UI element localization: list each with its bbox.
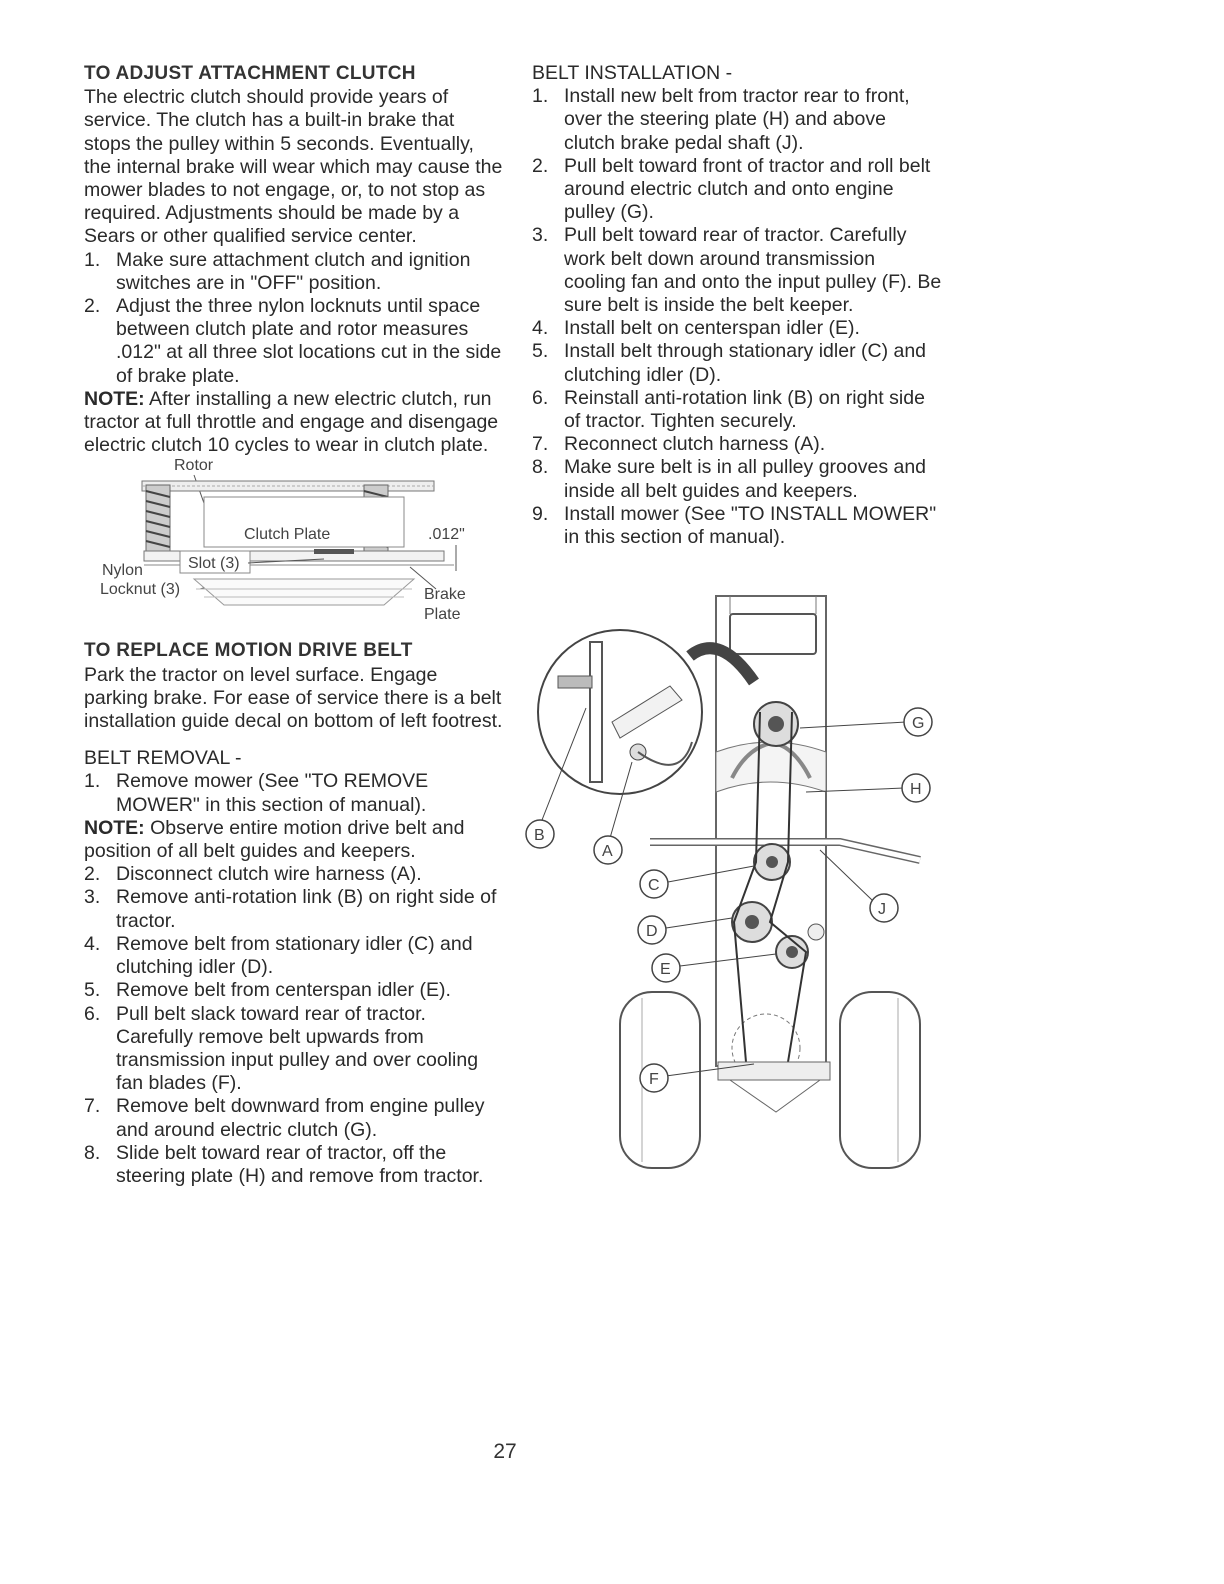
- plate-label: Plate: [424, 606, 461, 624]
- svg-text:J: J: [878, 901, 886, 918]
- locknut-label: Locknut (3): [100, 581, 181, 599]
- installation-heading: BELT INSTALLATION -: [532, 62, 733, 84]
- clutch-intro: The electric clutch should provide years of service. The clutch has a built-in brake that stops the pulley within 5 seconds. Eventually, the internal brake will wear which may cause the mower blades to not engage, or, to not stop as required. Adjustments should be made by a Sears or other qualified service center.: [84, 86, 503, 248]
- rotor-label: Rotor: [174, 457, 214, 475]
- removal-steps: [84, 863, 504, 1188]
- list-item: 1. Make sure attachment clutch and ignition switches are in "OFF" position.: [84, 248, 471, 294]
- belt-routing-diagram: [520, 592, 950, 1176]
- installation-steps: [532, 85, 942, 549]
- list-item: 7. Remove belt downward from engine pulley and around electric clutch (G).: [84, 1095, 485, 1141]
- slot-label: Slot (3): [188, 555, 240, 573]
- list-item: 2. Adjust the three nylon locknuts until space between clutch plate and rotor measures .012" at all three slot locations cut in the side of brake plate.: [84, 295, 502, 387]
- clutch-diagram: [84, 457, 504, 633]
- clutch-heading: TO ADJUST ATTACHMENT CLUTCH: [84, 63, 416, 84]
- list-item: 5. Install belt through stationary idler (C) and clutching idler (D).: [532, 340, 927, 386]
- removal-step-1: [84, 770, 504, 816]
- svg-text:C: C: [648, 877, 660, 894]
- list-item: 3. Pull belt toward rear of tractor. Carefully work belt down around transmission cooling fan and onto the input pulley (F). Be sure belt is inside the belt keeper.: [532, 224, 942, 317]
- svg-text:F: F: [649, 1071, 659, 1088]
- belt-note: NOTE: Observe entire motion drive belt and position of all belt guides and keepers.: [84, 816, 465, 863]
- list-item: 5. Remove belt from centerspan idler (E).: [84, 979, 451, 1002]
- clutch-plate-label: Clutch Plate: [244, 526, 331, 544]
- list-item: 7. Reconnect clutch harness (A).: [532, 433, 826, 456]
- clutch-note: NOTE: After installing a new electric clutch, run tractor at full throttle and engage and disengage electric clutch 10 cycles to wear in clutch plate.: [84, 387, 499, 457]
- brake-label: Brake: [424, 586, 466, 604]
- right-column: [532, 62, 942, 549]
- list-item: 9. Install mower (See "TO INSTALL MOWER" in this section of manual).: [532, 502, 937, 549]
- svg-text:H: H: [910, 781, 922, 798]
- svg-text:A: A: [602, 843, 613, 860]
- svg-text:D: D: [646, 923, 658, 940]
- nylon-label: Nylon: [102, 562, 143, 580]
- belt-intro: Park the tractor on level surface. Engage parking brake. For ease of service there is a belt installation guide decal on bottom of left footrest.: [84, 663, 503, 733]
- left-column: [84, 62, 504, 1188]
- list-item: 4. Install belt on centerspan idler (E).: [532, 317, 860, 340]
- list-item: 1. Install new belt from tractor rear to front, over the steering plate (H) and above clutch brake pedal shaft (J).: [532, 85, 910, 154]
- list-item: 6. Reinstall anti-rotation link (B) on right side of tractor. Tighten securely.: [532, 386, 925, 433]
- list-item: 8. Make sure belt is in all pulley grooves and inside all belt guides and keepers.: [532, 456, 927, 502]
- list-item: 6. Pull belt slack toward rear of tractor. Carefully remove belt upwards from transmission input pulley and over cooling fan blades (F).: [84, 1002, 479, 1095]
- svg-text:B: B: [534, 827, 545, 844]
- list-item: 4. Remove belt from stationary idler (C) and clutching idler (D).: [84, 932, 473, 979]
- list-item: 2. Disconnect clutch wire harness (A).: [84, 863, 422, 886]
- list-item: 8. Slide belt toward rear of tractor, off the steering plate (H) and remove from tractor.: [84, 1141, 484, 1187]
- list-item: 3. Remove anti-rotation link (B) on right side of tractor.: [84, 886, 497, 932]
- gap-label: .012": [428, 526, 465, 544]
- svg-text:E: E: [660, 961, 671, 978]
- svg-text:G: G: [912, 715, 925, 732]
- removal-heading: BELT REMOVAL -: [84, 747, 242, 770]
- list-item: 1. Remove mower (See "TO REMOVE MOWER" in this section of manual).: [84, 770, 429, 816]
- list-item: 2. Pull belt toward front of tractor and roll belt around electric clutch and onto engine pulley (G).: [532, 154, 931, 224]
- page-number: 27: [493, 1440, 517, 1463]
- belt-heading: TO REPLACE MOTION DRIVE BELT: [84, 640, 413, 662]
- clutch-steps: [84, 249, 504, 388]
- callout-j: [820, 850, 898, 922]
